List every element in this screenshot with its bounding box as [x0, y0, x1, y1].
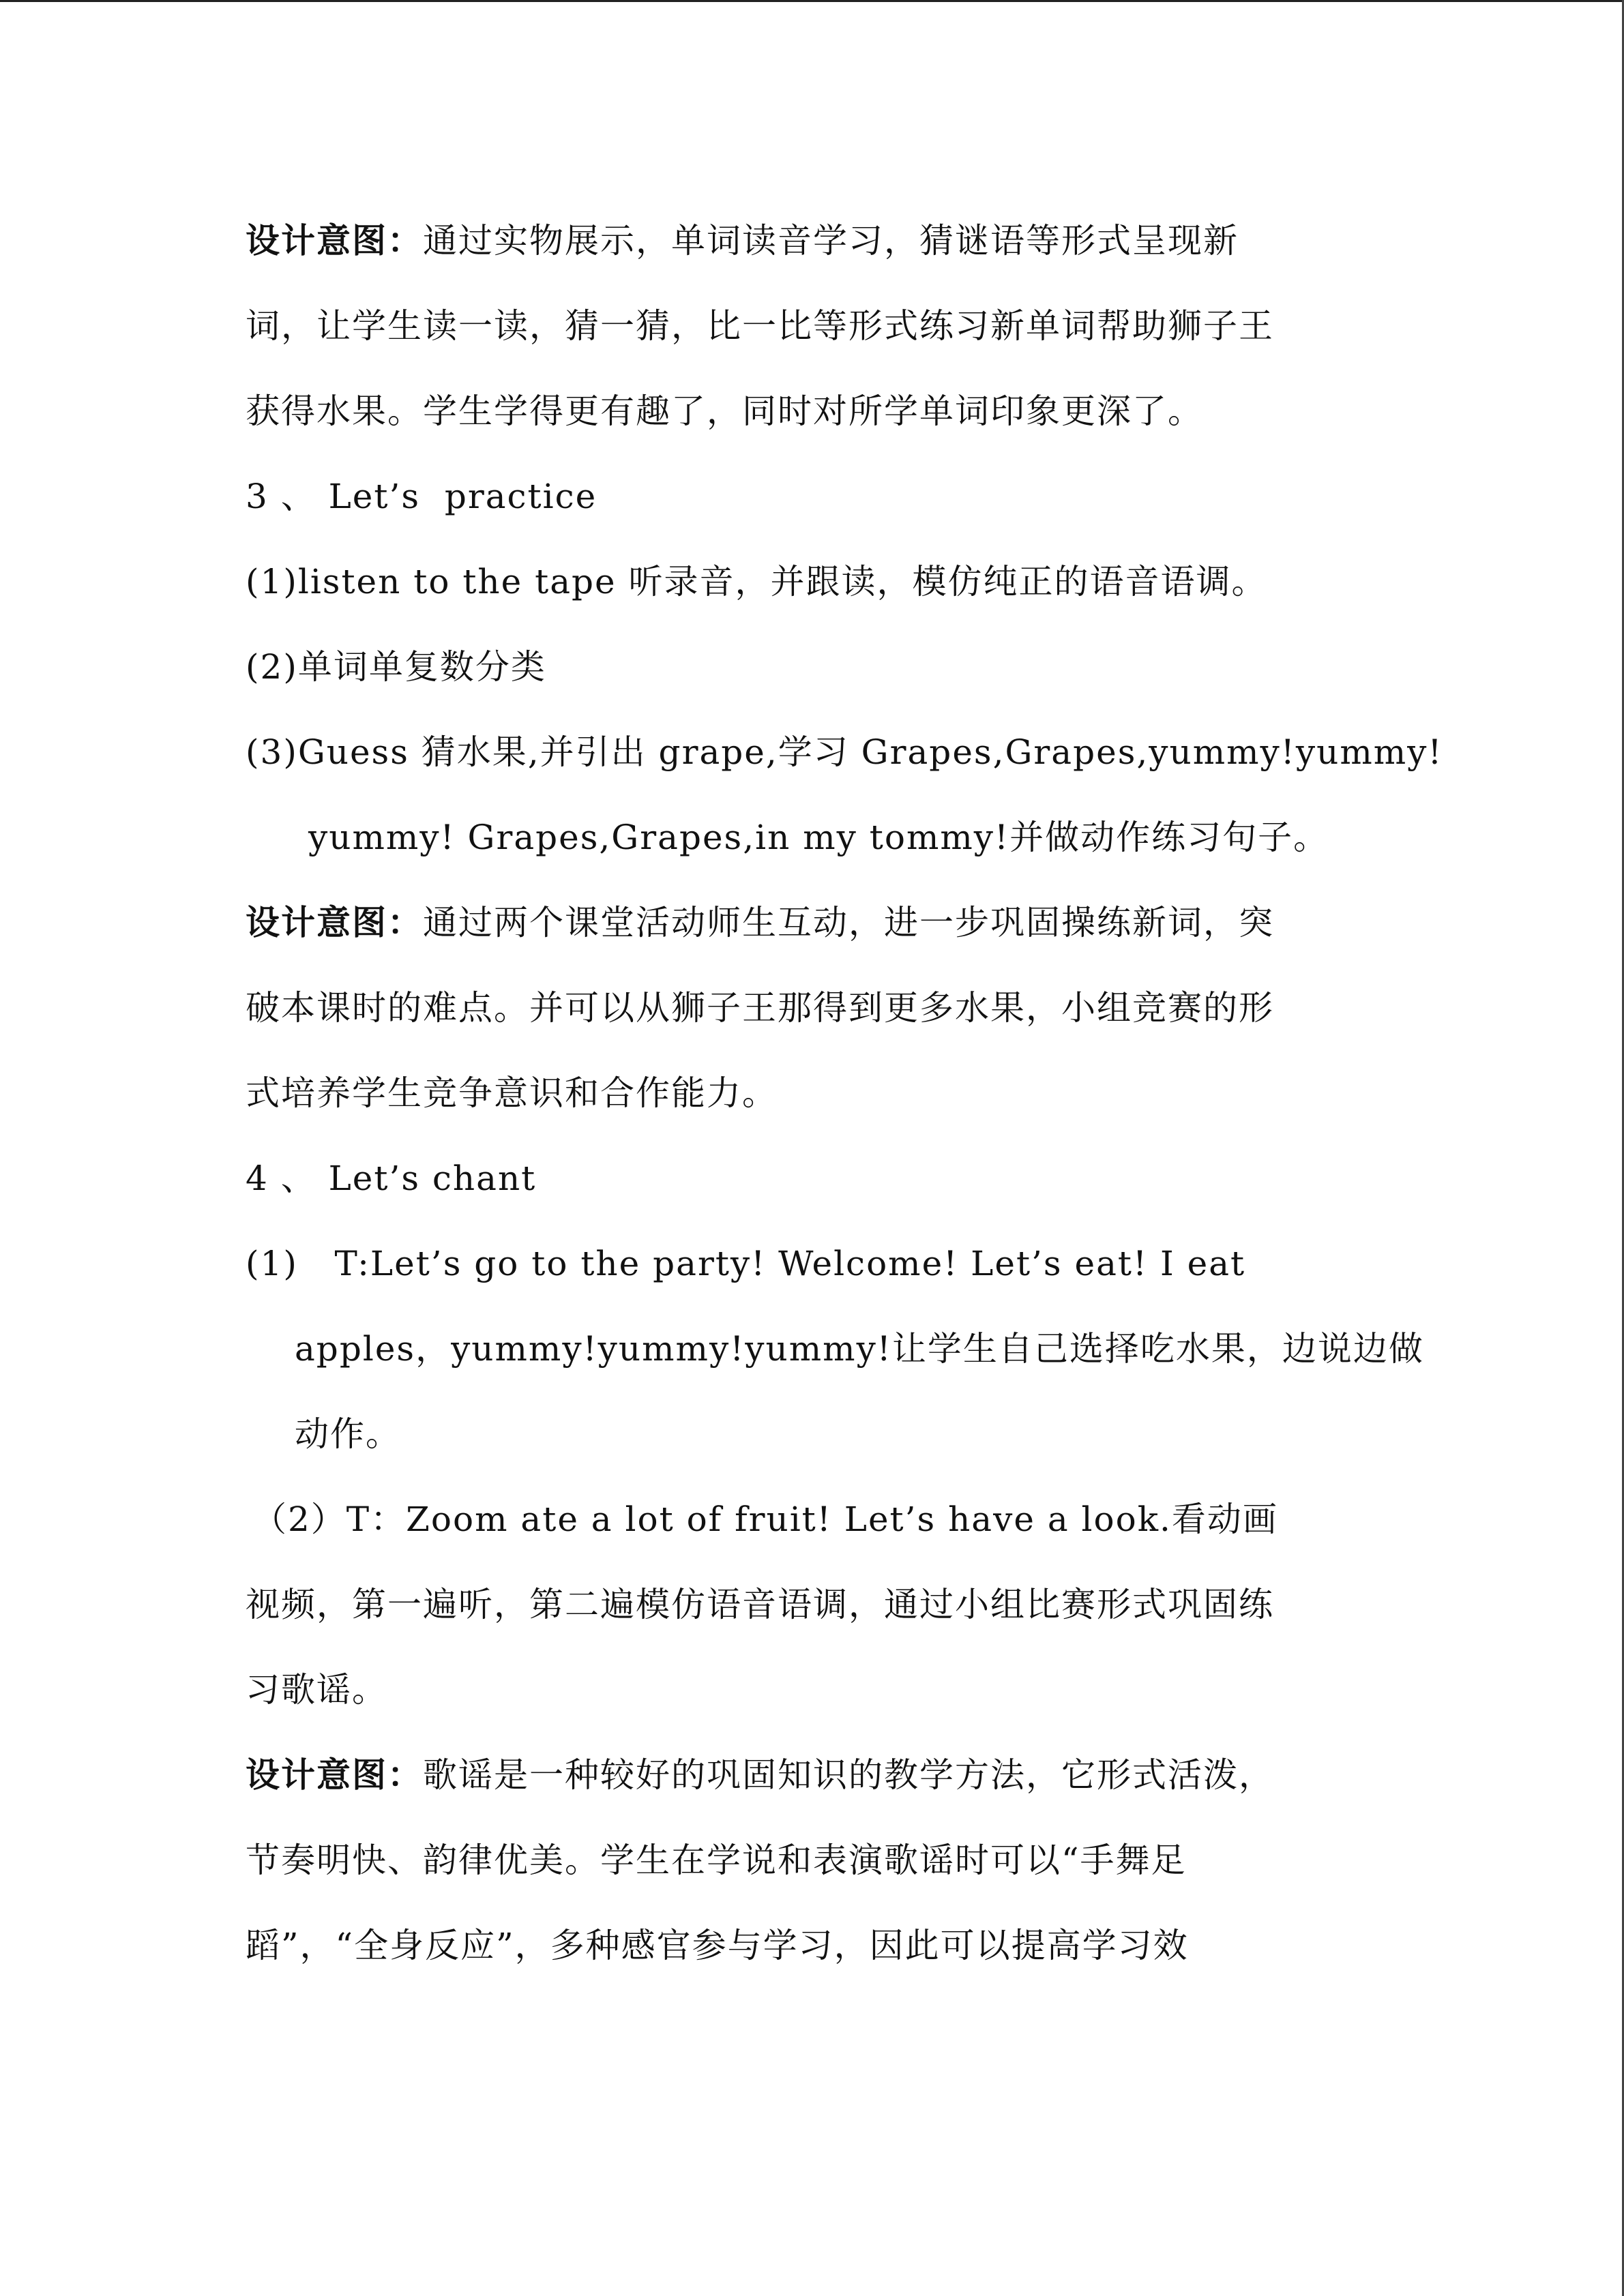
chant-item-1: (1) T:Let’s go to the party! Welcome! Let’s eat! I eat: [246, 1244, 1246, 1283]
design-intent-label: 设计意图：: [246, 902, 423, 942]
list-item-1: (1)listen to the tape 听录音，并跟读，模仿纯正的语音语调。: [246, 562, 1267, 601]
section-heading-practice: 3 、 Let’s practice: [246, 477, 597, 516]
design-intent-paragraph-1-line-1: [246, 217, 1239, 265]
paragraph-text: 通过两个课堂活动师生互动，进一步巩固操练新词，突: [423, 903, 1274, 942]
paragraph-text: 通过实物展示，单词读音学习，猜谜语等形式呈现新: [423, 221, 1239, 260]
design-intent-paragraph-2-line-1: [246, 899, 1274, 946]
section-heading-chant: 4 、 Let’s chant: [246, 1159, 537, 1198]
chant-item-1-continuation: apples，yummy!yummy!yummy!让学生自己选择吃水果，边说边做: [295, 1329, 1424, 1369]
chant-item-1-continuation: 动作。: [295, 1414, 401, 1454]
paragraph-text: 歌谣是一种较好的巩固知识的教学方法，它形式活泼，: [423, 1755, 1274, 1795]
paragraph-line: 节奏明快、韵律优美。学生在学说和表演歌谣时可以“手舞足: [246, 1840, 1187, 1880]
paragraph-line: 视频，第一遍听，第二遍模仿语音语调，通过小组比赛形式巩固练: [246, 1585, 1274, 1624]
paragraph-line: 词，让学生读一读，猜一猜，比一比等形式练习新单词帮助狮子王: [246, 306, 1274, 346]
paragraph-line: 获得水果。学生学得更有趣了，同时对所学单词印象更深了。: [246, 391, 1203, 431]
paragraph-line: 式培养学生竞争意识和合作能力。: [246, 1073, 778, 1113]
paragraph-line: 蹈”，“全身反应”，多种感官参与学习，因此可以提高学习效: [246, 1926, 1189, 1965]
list-item-3-continuation: yummy! Grapes,Grapes,in my tommy!并做动作练习句子。: [308, 818, 1329, 857]
list-item-3: (3)Guess 猜水果,并引出 grape,学习 Grapes,Grapes,yummy!yummy!: [246, 732, 1443, 772]
design-intent-paragraph-3-line-1: [246, 1751, 1274, 1799]
page-top-border: [0, 0, 1624, 2]
design-intent-label: 设计意图：: [246, 220, 423, 260]
list-item-2: (2)单词单复数分类: [246, 647, 546, 687]
chant-item-2: （2）T：Zoom ate a lot of fruit! Let’s have a look.看动画: [252, 1500, 1278, 1539]
paragraph-line: 破本课时的难点。并可以从狮子王那得到更多水果，小组竞赛的形: [246, 988, 1274, 1028]
paragraph-line: 习歌谣。: [246, 1670, 387, 1710]
design-intent-label: 设计意图：: [246, 1755, 423, 1795]
